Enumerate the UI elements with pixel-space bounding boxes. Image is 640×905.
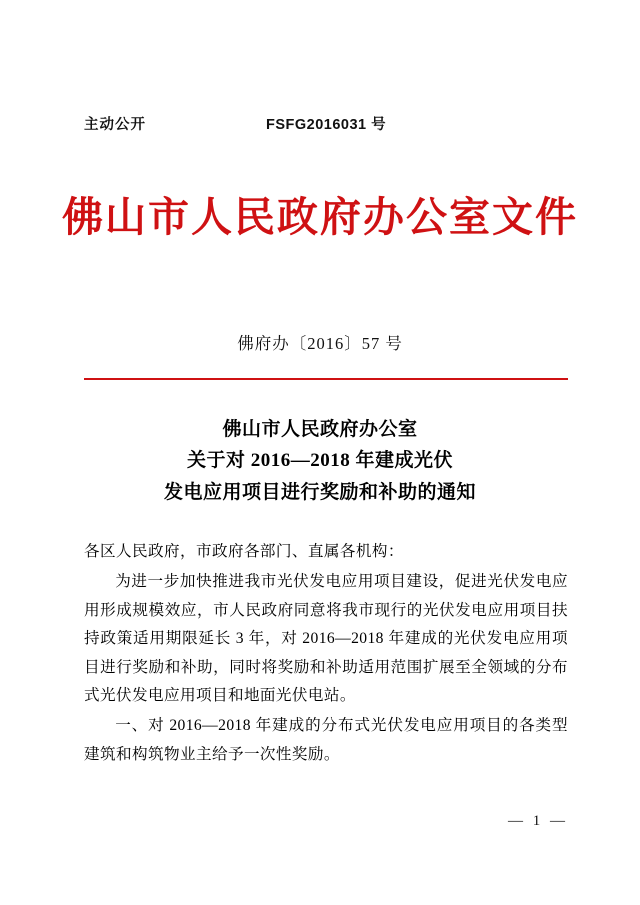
document-title-line-3: 发电应用项目进行奖励和补助的通知 — [163, 481, 476, 503]
document-header — [84, 113, 568, 134]
document-number: FSFG2016031 号 — [266, 117, 387, 133]
document-title-line-2: 关于对 2016—2018 年建成光伏 — [186, 450, 453, 472]
document-body — [84, 538, 568, 771]
open-disclosure-mark: 主动公开 — [84, 117, 146, 133]
page-number: — 1 — — [508, 813, 568, 829]
document-title-block — [0, 414, 640, 508]
masthead-title: 佛山市人民政府办公室文件 — [62, 194, 578, 240]
red-divider-rule — [84, 378, 568, 380]
document-title-line-1: 佛山市人民政府办公室 — [222, 419, 418, 440]
body-paragraph-2: 一、对 2016—2018 年建成的分布式光伏发电应用项目的各类型建筑和构筑物业主给予一次性奖励。 — [84, 717, 568, 763]
body-salutation: 各区人民政府，市政府各部门、直属各机构： — [84, 543, 404, 560]
body-paragraph-1: 为进一步加快推进我市光伏发电应用项目建设，促进光伏发电应用形成规模效应，市人民政府同意将我市现行的光伏发电应用项目扶持政策适用期限延长 3 年，对 2016—2018 年建成的光伏发电应用项目进行奖励和补助，同时将奖励和补助适用范围扩展至全领域的分布式光伏发电应用项目和地面光伏电站。 — [84, 573, 568, 704]
issue-number: 佛府办〔2016〕57 号 — [237, 334, 403, 353]
